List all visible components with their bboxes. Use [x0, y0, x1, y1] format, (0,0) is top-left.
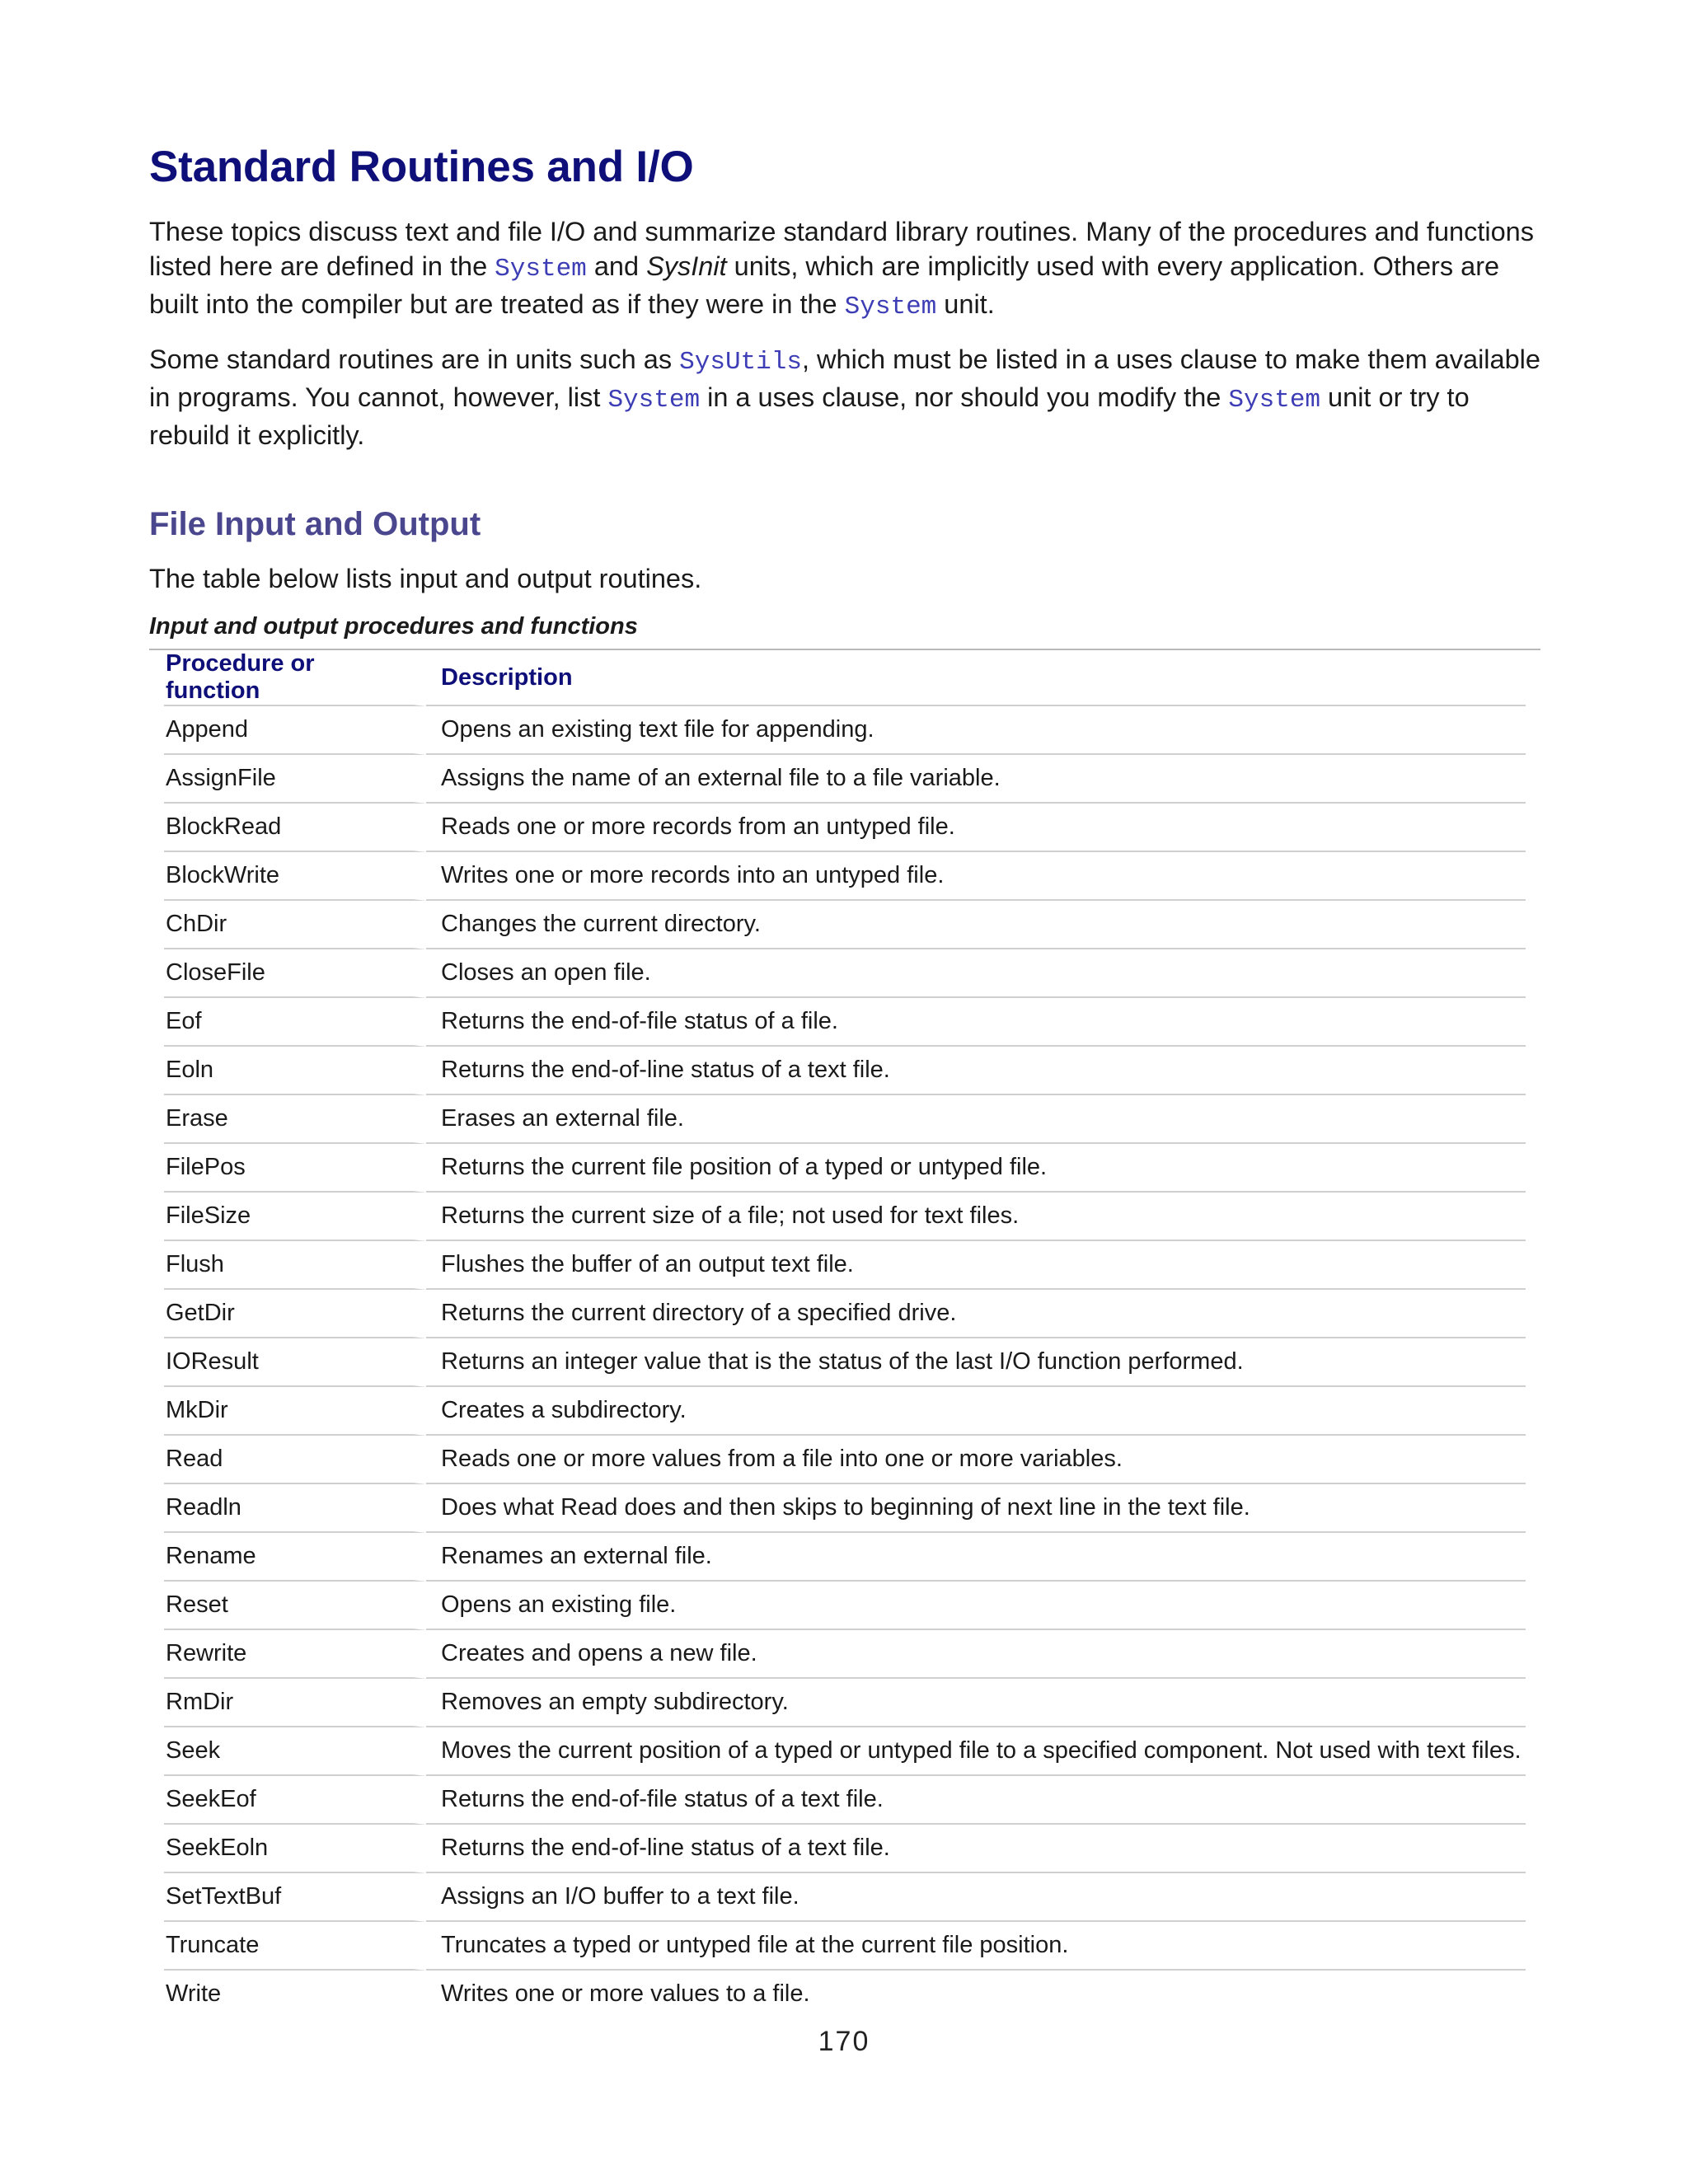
routine-name: MkDir [164, 1387, 426, 1436]
routine-description: Returns the current size of a file; not used for text files. [426, 1193, 1526, 1241]
routine-description: Writes one or more values to a file. [441, 1980, 810, 2007]
routine-description: Assigns the name of an external file to a file variable. [426, 755, 1526, 804]
routine-description: Moves the current position of a typed or untyped file to a specified component. Not used with text files. [426, 1727, 1526, 1776]
intro-paragraph-1: These topics discuss text and file I/O and summarize standard library routines. Many of the procedures and functions listed here are defined in the System and SysInit units, which are implicitly used with every application. Others are built into the compiler but are treated as if they were in the System unit. [149, 217, 1535, 321]
routine-name: Append [164, 706, 426, 755]
table-row [164, 706, 1526, 755]
routine-description: Changes the current directory. [426, 901, 1526, 949]
table-row [164, 1144, 1526, 1193]
table-row [164, 1484, 1526, 1533]
routine-name: SetTextBuf [164, 1873, 426, 1922]
routine-description: Assigns an I/O buffer to a text file. [426, 1873, 1526, 1922]
table-row [164, 1095, 1526, 1144]
table-row [164, 1922, 1526, 1971]
routine-name: IOResult [164, 1338, 426, 1387]
table-row [164, 1241, 1526, 1290]
page-number: 170 [818, 2026, 870, 2057]
routine-description: Reads one or more records from an untyped file. [426, 804, 1526, 852]
routine-name: Seek [164, 1727, 426, 1776]
routine-description: Flushes the buffer of an output text file. [426, 1241, 1526, 1290]
routine-name: Write [166, 1980, 222, 2007]
table-row [164, 1047, 1526, 1095]
routine-description: Opens an existing file. [426, 1582, 1526, 1630]
table-row [164, 1533, 1526, 1582]
table-row [164, 949, 1526, 998]
table-row [164, 1971, 1526, 2018]
routine-description: Returns the end-of-file status of a text file. [426, 1776, 1526, 1825]
table-row [164, 901, 1526, 949]
intro-paragraph-2: Some standard routines are in units such as SysUtils, which must be listed in a uses clause to make them available in programs. You cannot, however, list System in a uses clause, nor should you modify the System unit or try to rebuild it explicitly. [149, 344, 1540, 450]
routine-name: Flush [164, 1241, 426, 1290]
table-row [164, 755, 1526, 804]
routine-name: SeekEof [164, 1776, 426, 1825]
routine-description: Renames an external file. [426, 1533, 1526, 1582]
routine-name: ChDir [164, 901, 426, 949]
routine-description: Removes an empty subdirectory. [426, 1679, 1526, 1727]
table-row [164, 1193, 1526, 1241]
routine-name: Erase [164, 1095, 426, 1144]
table-header-row [164, 650, 1526, 706]
routine-name: FileSize [164, 1193, 426, 1241]
code-system: System [1228, 386, 1321, 415]
code-sysutils: SysUtils [679, 348, 802, 377]
routine-name: BlockRead [164, 804, 426, 852]
routine-name: SeekEoln [164, 1825, 426, 1873]
table-row [164, 1387, 1526, 1436]
routine-name: RmDir [164, 1679, 426, 1727]
section-lead: The table below lists input and output routines. [149, 564, 702, 593]
intro-section [149, 214, 1540, 470]
routine-name: Eoln [164, 1047, 426, 1095]
routine-description: Returns an integer value that is the status of the last I/O function performed. [426, 1338, 1526, 1387]
table-row [164, 1290, 1526, 1338]
routine-name: AssignFile [164, 755, 426, 804]
italic-sysinit: SysInit [646, 251, 727, 281]
code-system: System [844, 293, 937, 321]
code-system: System [607, 386, 701, 415]
table-caption: Input and output procedures and functions [149, 613, 638, 640]
routine-description: Opens an existing text file for appending. [426, 706, 1526, 755]
table-row [164, 998, 1526, 1047]
io-routines-table [164, 650, 1526, 2018]
routine-description: Returns the current directory of a specified drive. [426, 1290, 1526, 1338]
routine-description: Writes one or more records into an untyped file. [426, 852, 1526, 901]
routine-name: Rewrite [164, 1630, 426, 1679]
routine-description: Closes an open file. [426, 949, 1526, 998]
column-header-description: Description [426, 650, 1526, 706]
code-system: System [495, 255, 587, 284]
routine-description: Creates and opens a new file. [426, 1630, 1526, 1679]
routine-description: Erases an external file. [426, 1095, 1526, 1144]
routine-description: Reads one or more values from a file into one or more variables. [426, 1436, 1526, 1484]
column-header-procedure: Procedure or function [164, 650, 426, 706]
routine-name: CloseFile [164, 949, 426, 998]
table-row [164, 1776, 1526, 1825]
table-row [164, 1825, 1526, 1873]
page-title: Standard Routines and I/O [149, 143, 694, 191]
routine-name: GetDir [164, 1290, 426, 1338]
routine-name: Eof [164, 998, 426, 1047]
table-row [164, 1436, 1526, 1484]
routine-name: Readln [164, 1484, 426, 1533]
routine-name: Rename [164, 1533, 426, 1582]
routine-description: Creates a subdirectory. [426, 1387, 1526, 1436]
table-row [164, 1338, 1526, 1387]
table-row [164, 804, 1526, 852]
table-row [164, 852, 1526, 901]
routine-name: BlockWrite [164, 852, 426, 901]
table-row [164, 1630, 1526, 1679]
routine-name: Read [164, 1436, 426, 1484]
routine-name: FilePos [164, 1144, 426, 1193]
routine-description: Returns the current file position of a typed or untyped file. [426, 1144, 1526, 1193]
routine-description: Returns the end-of-line status of a text file. [426, 1047, 1526, 1095]
table-row [164, 1679, 1526, 1727]
table-row [164, 1727, 1526, 1776]
routine-description: Returns the end-of-line status of a text file. [426, 1825, 1526, 1873]
table-row [164, 1582, 1526, 1630]
routine-name: Truncate [164, 1922, 426, 1971]
routine-description: Returns the end-of-file status of a file. [426, 998, 1526, 1047]
routine-name: Reset [164, 1582, 426, 1630]
routine-description: Truncates a typed or untyped file at the current file position. [426, 1922, 1526, 1971]
table-body [164, 706, 1526, 2018]
routine-description: Does what Read does and then skips to beginning of next line in the text file. [426, 1484, 1526, 1533]
section-title: File Input and Output [149, 506, 481, 542]
table-row [164, 1873, 1526, 1922]
